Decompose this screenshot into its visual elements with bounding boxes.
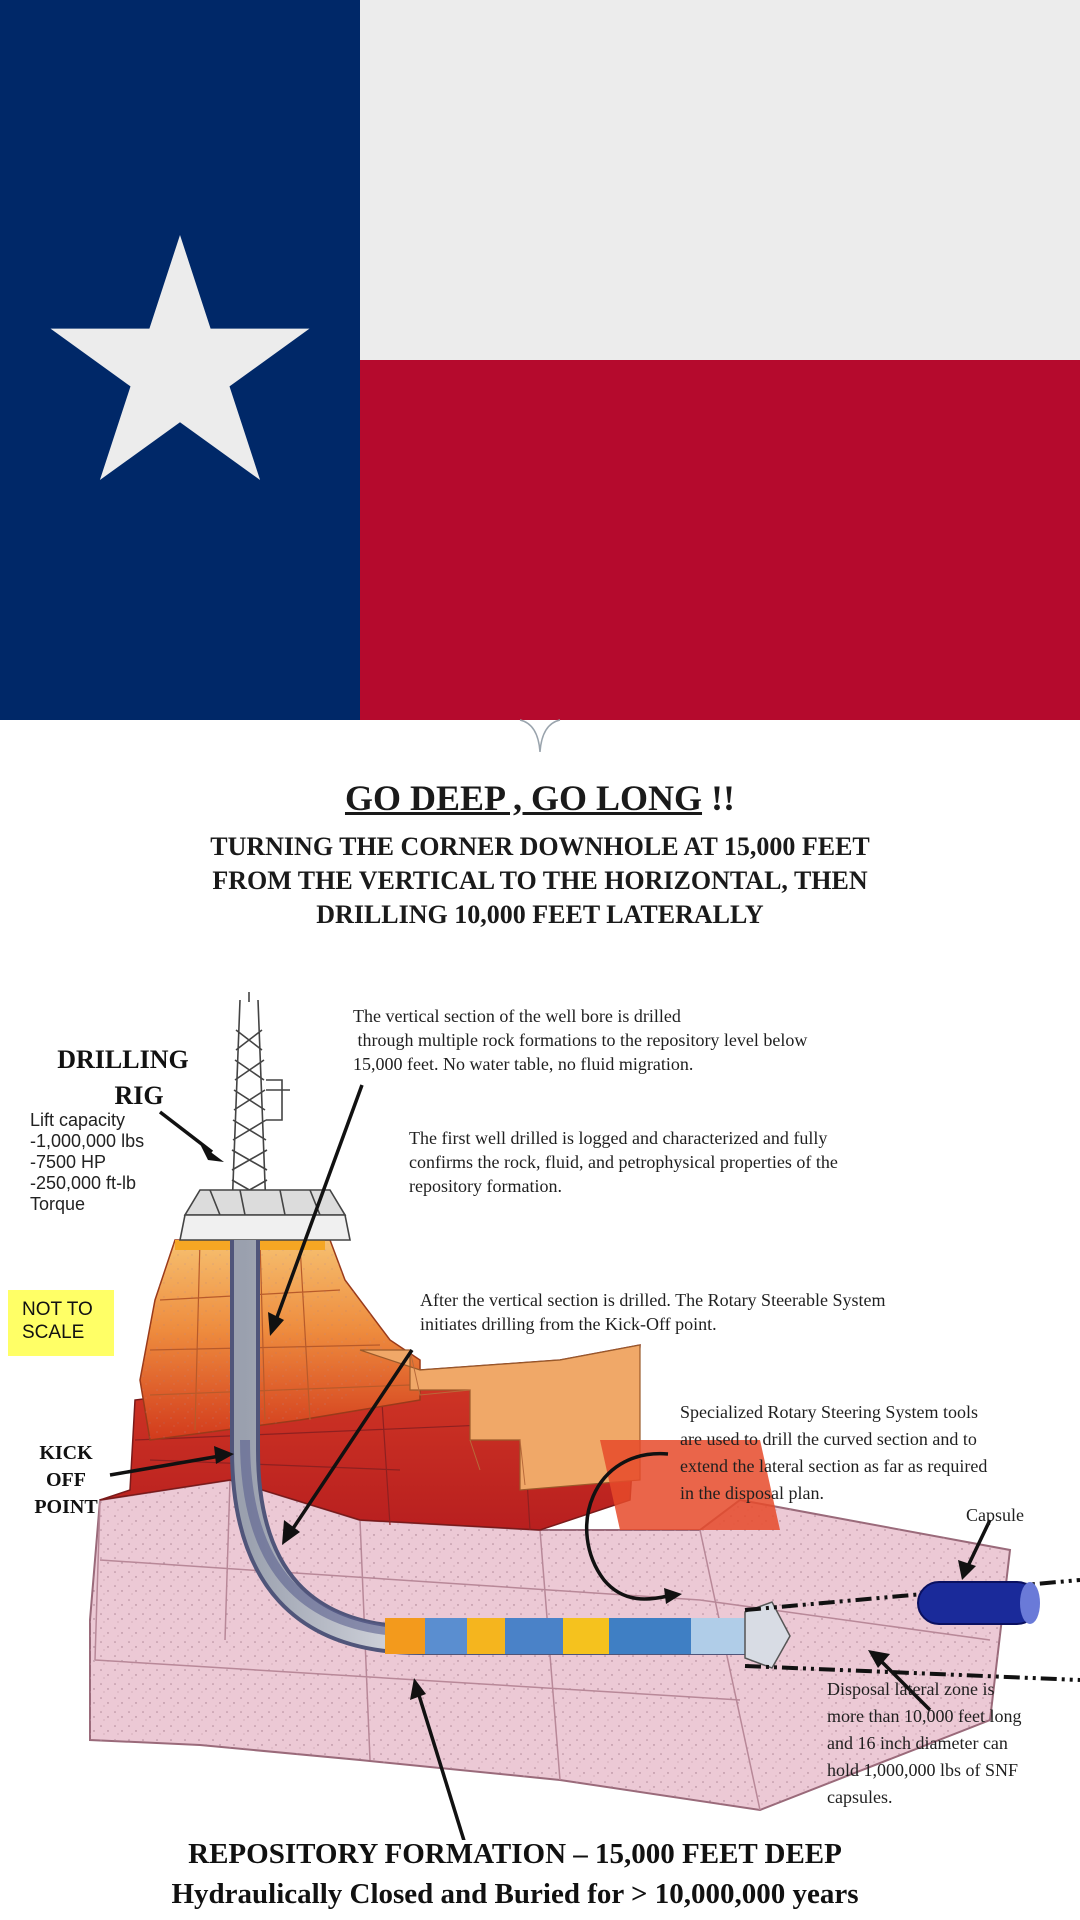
- note-line: Specialized Rotary Steering System tools: [680, 1402, 978, 1422]
- note-line: initiates drilling from the Kick-Off point.: [420, 1314, 717, 1334]
- spec-line: Torque: [30, 1194, 86, 1214]
- note-line: After the vertical section is drilled. The Rotary Steerable System: [420, 1290, 886, 1310]
- subtitle-line: TURNING THE CORNER DOWNHOLE AT 15,000 FEET: [210, 832, 870, 861]
- rig-label-line: DRILLING: [57, 1045, 189, 1074]
- note-line: extend the lateral section as far as required: [680, 1456, 988, 1476]
- badge-line: SCALE: [22, 1322, 85, 1343]
- note-line: 15,000 feet. No water table, no fluid migration.: [353, 1054, 694, 1074]
- kick-label-line: OFF: [46, 1469, 86, 1491]
- subtitle-line: DRILLING 10,000 FEET LATERALLY: [316, 900, 764, 929]
- note-kick-off: [420, 1288, 886, 1336]
- flag-red-stripe: [360, 360, 1080, 720]
- texas-flag: [0, 0, 1080, 720]
- note-line: through multiple rock formations to the repository level below: [353, 1030, 808, 1050]
- spec-line: -1,000,000 lbs: [30, 1131, 145, 1151]
- spec-line: Lift capacity: [30, 1110, 126, 1130]
- drilling-rig-label: [48, 1042, 198, 1114]
- subtitle: [0, 830, 1080, 932]
- lone-star-icon: [50, 235, 310, 485]
- note-line: capsules.: [827, 1787, 893, 1807]
- page-title: [0, 777, 1080, 819]
- title-suffix: !!: [702, 778, 736, 818]
- flag-white-stripe: [360, 0, 1080, 360]
- note-line: confirms the rock, fluid, and petrophysical properties of the: [409, 1152, 838, 1172]
- rig-label-line: RIG: [114, 1081, 164, 1110]
- kick-label-line: POINT: [34, 1496, 98, 1518]
- rig-specs: [30, 1110, 144, 1215]
- note-line: repository formation.: [409, 1176, 562, 1196]
- not-to-scale-badge: [8, 1290, 114, 1356]
- note-vertical-section: [353, 1004, 807, 1076]
- footer-repository-caption: REPOSITORY FORMATION – 15,000 FEET DEEP: [188, 1838, 842, 1870]
- divider-ornament: [518, 718, 562, 754]
- note-line: hold 1,000,000 lbs of SNF: [827, 1760, 1019, 1780]
- subtitle-line: FROM THE VERTICAL TO THE HORIZONTAL, THEN: [212, 866, 868, 895]
- footer-hydraulic-caption: Hydraulically Closed and Buried for > 10,000,000 years: [171, 1878, 859, 1910]
- note-line: The first well drilled is logged and characterized and fully: [409, 1128, 828, 1148]
- note-line: more than 10,000 feet long: [827, 1706, 1022, 1726]
- capsule-label: Capsule: [966, 1505, 1024, 1525]
- note-line: The vertical section of the well bore is drilled: [353, 1006, 681, 1026]
- title-main: GO DEEP , GO LONG: [344, 778, 703, 818]
- note-line: in the disposal plan.: [680, 1483, 824, 1503]
- note-first-well: [409, 1126, 838, 1198]
- spec-line: -250,000 ft-lb: [30, 1173, 137, 1193]
- note-rotary-steering: [680, 1399, 987, 1507]
- kick-off-point-label: [14, 1440, 118, 1521]
- note-line: Disposal lateral zone is: [827, 1679, 995, 1699]
- note-lateral-zone: [827, 1676, 1021, 1811]
- note-line: and 16 inch diameter can: [827, 1733, 1008, 1753]
- spec-line: -7500 HP: [30, 1152, 107, 1172]
- note-line: are used to drill the curved section and to: [680, 1429, 977, 1449]
- kick-label-line: KICK: [39, 1442, 93, 1464]
- badge-line: NOT TO: [22, 1299, 93, 1320]
